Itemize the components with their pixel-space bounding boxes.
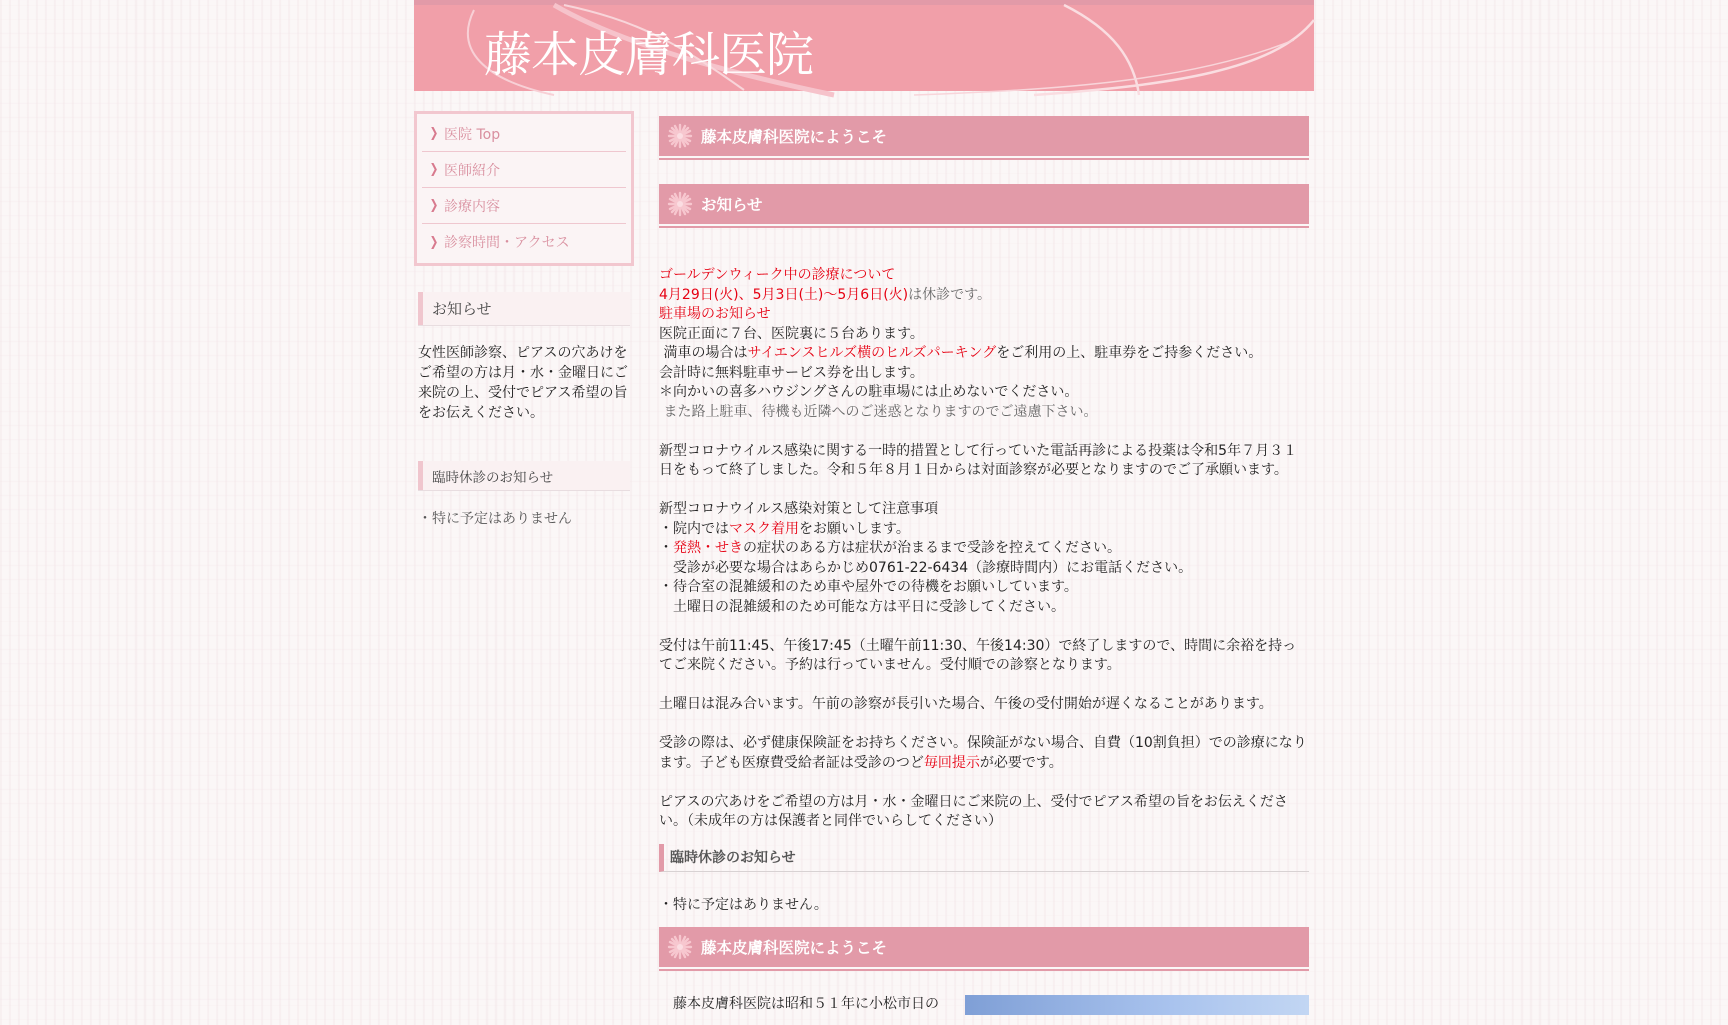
mask-prefix: ・院内では [659, 520, 729, 537]
nav-item-doctor[interactable] [422, 152, 626, 188]
chevron-right-icon: ❯ [429, 162, 439, 177]
nav-item-label: 診察時間・アクセス [444, 235, 570, 251]
sidebar [414, 111, 634, 528]
parking-line-2-prefix: 満車の場合は [659, 345, 748, 361]
nav-item-services[interactable] [422, 188, 626, 224]
fever-prefix: ・ [659, 540, 673, 556]
sidebar-closure-heading: 臨時休診のお知らせ [418, 461, 630, 490]
parking-line-3: 会計時に無料駐車サービス券を出します。 [659, 364, 924, 381]
mask-suffix: をお願いします。 [799, 520, 910, 537]
hills-parking-link[interactable]: サイエンスヒルズ横のヒルズパーキング [747, 345, 997, 361]
covid-phone-line: 受診が必要な場合はあらかじめ0761-22-6434（診療時間内）にお電話ください。 [659, 559, 1193, 576]
nav-item-label: 医師紹介 [444, 162, 500, 179]
saturday-notice: 土曜日は混み合います。午前の診察が長引いた場合、午後の受付開始が遅くなることがあります。 [659, 696, 1273, 712]
flower-icon [667, 123, 693, 149]
piercing-notice: ピアスの穴あけをご希望の方は月・水・金曜日にご来院の上、受付でピアス希望の旨をお伝えください。（未成年の方は保護者と同伴でいらしてください） [659, 793, 1288, 829]
gw-dates: 4月29日(火)、5月3日(土)〜5月6日(火) [659, 286, 909, 303]
covid-mask-line [659, 520, 1309, 540]
parking-line-2-suffix: をご利用の上、駐車券をご持参ください。 [996, 345, 1263, 361]
covid-fever-line [659, 539, 1309, 559]
chevron-right-icon: ❯ [429, 234, 439, 250]
covid-end-notice: 新型コロナウイルス感染に関する一時的措置として行っていた電話再診による投薬は令和5年７月３１日をもって終了しました。令和５年８月１日からは対面診察が必要となりますのでご了承願います。 [659, 442, 1298, 478]
sidebar-nav [414, 111, 634, 266]
parking-line-5: また路上駐車、待機も近隣へのご迷惑となりますのでご遠慮下さい。 [659, 403, 1098, 420]
clinic-photo [965, 995, 1309, 1015]
nav-item-label: 診療内容 [444, 198, 500, 215]
chevron-right-icon: ❯ [429, 126, 439, 141]
chevron-right-icon: ❯ [429, 198, 439, 213]
intro-text: 藤本皮膚科医院は昭和５１年に小松市日の [673, 996, 939, 1012]
gw-dates-line [659, 286, 1309, 306]
covid-saturday-line: 土曜日の混雑緩和のため可能な方は平日に受診してください。 [659, 598, 1065, 615]
reception-hours: 受付は午前11:45、午後17:45（土曜午前11:30、午後14:30）で終了しますので、時間に余裕を持ってご来院ください。予約は行っていません。受付順での診察となります。 [659, 637, 1297, 673]
nav-item-label: 医院 Top [444, 126, 501, 143]
gw-title: ゴールデンウィーク中の診療について [659, 267, 896, 283]
parking-title: 駐車場のお知らせ [659, 306, 771, 322]
sidebar-closure-text: ・特に予定はありません [418, 511, 572, 527]
fever-suffix: の症状のある方は症状が治まるまで受診を控えてください。 [743, 540, 1121, 556]
flower-icon [667, 191, 693, 217]
site-title[interactable]: 藤本皮膚科医院 [484, 27, 814, 83]
covid-wait-line: ・待合室の混雑緩和のため車や屋外での待機をお願いしています。 [659, 579, 1078, 595]
insurance-notice [659, 734, 1309, 773]
welcome-heading-2 [659, 927, 1309, 969]
site-header [414, 0, 1314, 91]
welcome-heading [659, 116, 1309, 158]
heading-text: お知らせ [701, 196, 763, 214]
nav-item-top[interactable] [422, 116, 626, 152]
closure-heading: 臨時休診のお知らせ [659, 844, 1309, 872]
intro-section [659, 995, 1309, 1025]
sidebar-news-text: 女性医師診察、ピアスの穴あけをご希望の方は月・水・金曜日にご来院の上、受付でピアス希望の旨をお伝えください。 [418, 345, 628, 421]
insurance-prefix: 受診の際は、必ず健康保険証をお持ちください。保険証がない場合、自費（10割負担）での診療になります。子ども医療費受給者証は受診のつど [659, 735, 1307, 771]
parking-line-2 [659, 344, 1309, 364]
main-content [659, 116, 1309, 1025]
gw-dates-suffix: は休診です。 [908, 286, 992, 303]
fever-red: 発熱・せき [673, 540, 743, 556]
insurance-red: 毎回提示 [923, 754, 980, 771]
parking-line-1: 医院正面に７台、医院裏に５台あります。 [659, 325, 924, 342]
sidebar-news-heading: お知らせ [418, 292, 630, 325]
mask-red: マスク着用 [729, 520, 799, 537]
flower-icon [667, 934, 693, 960]
closure-text: ・特に予定はありません。 [659, 896, 828, 913]
insurance-suffix: が必要です。 [979, 754, 1063, 771]
heading-text: 藤本皮膚科医院にようこそ [701, 128, 888, 146]
news-body [659, 266, 1309, 832]
nav-item-hours-access[interactable] [422, 224, 626, 260]
heading-text: 藤本皮膚科医院にようこそ [701, 939, 888, 957]
covid-notes-title: 新型コロナウイルス感染対策として注意事項 [659, 501, 939, 517]
parking-line-4: ＊向かいの喜多ハウジングさんの駐車場には止めないでください。 [659, 384, 1079, 400]
news-heading [659, 184, 1309, 226]
